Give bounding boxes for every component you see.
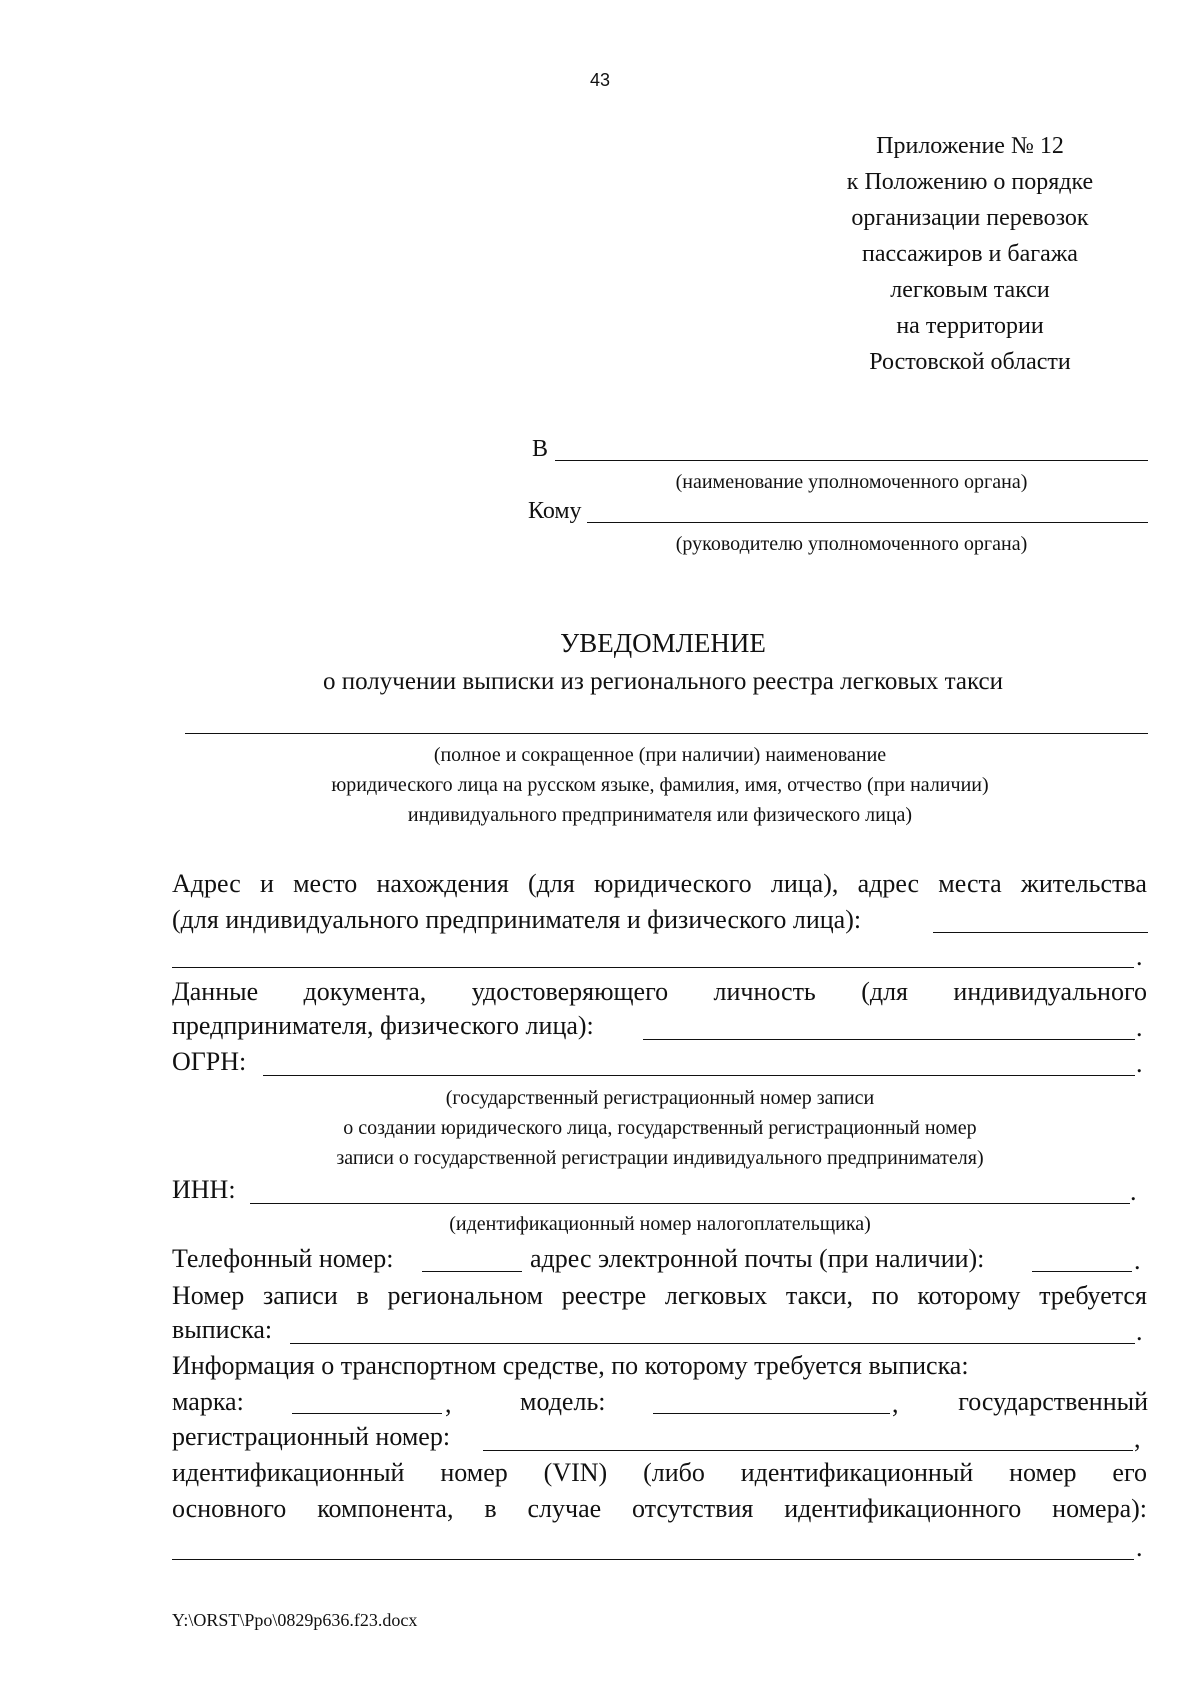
word: личность (713, 977, 816, 1006)
word: случае (527, 1494, 602, 1523)
id-doc-field-line[interactable] (643, 1039, 1135, 1040)
footer-file-path: Y:\ORST\Ppo\0829p636.f23.docx (172, 1610, 418, 1630)
word: такси, (785, 1281, 854, 1310)
appendix-line: Приложение № 12 (876, 133, 1064, 159)
ogrn-caption-line: о создании юридического лица, государственный регистрационный номер (343, 1117, 977, 1139)
ogrn-field-line[interactable] (263, 1075, 1135, 1076)
word: требуется (1039, 1281, 1147, 1310)
word: и (259, 869, 274, 898)
brand-label: марка: (172, 1387, 244, 1416)
word: (для (861, 977, 909, 1006)
applicant-name-line[interactable] (185, 733, 1148, 734)
whom-field-line[interactable] (587, 522, 1148, 523)
address-line-2: (для индивидуального предпринимателя и физического лица): (172, 905, 862, 934)
period: . (1136, 1049, 1143, 1078)
state-label: государственный (958, 1387, 1148, 1416)
word: записи (263, 1281, 338, 1310)
whom-caption: (руководителю уполномоченного органа) (675, 533, 1028, 555)
vehicle-info-label: Информация о транспортном средстве, по которому требуется выписка: (172, 1351, 969, 1380)
phone-field-line[interactable] (422, 1271, 522, 1272)
word: юридического (594, 869, 752, 898)
word: региональном (387, 1281, 543, 1310)
word: в (356, 1281, 369, 1310)
to-label: В (532, 436, 549, 462)
address-field-line-2[interactable] (172, 967, 1134, 968)
vin-line-2 (172, 1492, 1147, 1526)
word: идентификационный (740, 1458, 974, 1487)
applicant-caption-line: индивидуального предпринимателя или физического лица) (407, 804, 913, 826)
word: по (871, 1281, 899, 1310)
word: реестре (561, 1281, 647, 1310)
word: легковых (664, 1281, 768, 1310)
whom-label: Кому (528, 498, 582, 524)
period: . (1134, 1246, 1141, 1275)
model-field-line[interactable] (653, 1413, 890, 1414)
applicant-caption (172, 740, 1148, 830)
appendix-header (780, 128, 1160, 380)
inn-field-line[interactable] (250, 1203, 1130, 1204)
address-line-1 (172, 867, 1147, 901)
reg-number-label: регистрационный номер: (172, 1422, 451, 1451)
ogrn-caption (172, 1083, 1148, 1173)
period: . (1136, 1013, 1143, 1042)
word: удостоверяющего (471, 977, 669, 1006)
address-field-line[interactable] (933, 932, 1148, 933)
period: . (1136, 1533, 1143, 1562)
id-doc-line-2: предпринимателя, физического лица): (172, 1011, 594, 1040)
vin-field-line[interactable] (172, 1559, 1134, 1560)
email-label: адрес электронной почты (при наличии): (530, 1244, 985, 1273)
word: которому (917, 1281, 1021, 1310)
word: лица), (770, 869, 839, 898)
comma: , (445, 1389, 452, 1418)
word: Адрес (172, 869, 241, 898)
record-line-2: выписка: (172, 1315, 273, 1344)
inn-label: ИНН: (172, 1175, 236, 1204)
word: номер (440, 1458, 508, 1487)
applicant-caption-line: (полное и сокращенное (при наличии) наименование (433, 744, 887, 766)
appendix-line: к Положению о порядке (846, 169, 1094, 195)
to-field-line[interactable] (555, 460, 1148, 461)
appendix-line: пассажиров и багажа (862, 241, 1078, 267)
id-doc-line-1 (172, 975, 1147, 1009)
word: места (938, 869, 1002, 898)
appendix-line: легковым такси (890, 277, 1050, 303)
word: идентификационный (172, 1458, 405, 1487)
word: (VIN) (543, 1458, 608, 1487)
vin-line-1 (172, 1456, 1147, 1490)
word: Номер (172, 1281, 245, 1310)
comma: , (1134, 1424, 1141, 1453)
word: отсутствия (632, 1494, 754, 1523)
word: его (1112, 1458, 1147, 1487)
word: место (293, 869, 358, 898)
period: . (1130, 1177, 1137, 1206)
to-caption: (наименование уполномоченного органа) (675, 471, 1028, 493)
word: нахождения (376, 869, 509, 898)
word: компонента, (317, 1494, 454, 1523)
document-subtitle: о получении выписки из регионального реестра легковых такси (323, 668, 1003, 695)
word: Данные (172, 977, 259, 1006)
reg-number-field-line[interactable] (483, 1450, 1133, 1451)
word: (для (528, 869, 575, 898)
document-title: УВЕДОМЛЕНИЕ (560, 628, 766, 658)
word: (либо (643, 1458, 705, 1487)
comma: , (892, 1389, 899, 1418)
applicant-caption-line: юридического лица на русском языке, фамилия, имя, отчество (при наличии) (331, 774, 989, 796)
phone-label: Телефонный номер: (172, 1244, 394, 1273)
model-label: модель: (520, 1387, 606, 1416)
appendix-line: на территории (896, 313, 1044, 339)
word: идентификационного (784, 1494, 1022, 1523)
word: документа, (303, 977, 427, 1006)
appendix-line: Ростовской области (869, 349, 1071, 375)
brand-field-line[interactable] (292, 1413, 442, 1414)
word: жительства (1020, 869, 1147, 898)
ogrn-caption-line: записи о государственной регистрации индивидуального предпринимателя) (336, 1147, 984, 1169)
period: . (1136, 942, 1143, 971)
appendix-line: организации перевозок (851, 205, 1089, 231)
email-field-line[interactable] (1032, 1271, 1132, 1272)
period: . (1136, 1317, 1143, 1346)
page-number: 43 (589, 70, 611, 90)
word: в (484, 1494, 497, 1523)
inn-caption: (идентификационный номер налогоплательщика) (449, 1213, 871, 1235)
ogrn-caption-line: (государственный регистрационный номер записи (445, 1087, 875, 1109)
record-line-1 (172, 1279, 1147, 1313)
word: номер (1009, 1458, 1077, 1487)
record-field-line[interactable] (290, 1343, 1135, 1344)
word: индивидуального (953, 977, 1147, 1006)
ogrn-label: ОГРН: (172, 1047, 247, 1076)
word: адрес (857, 869, 920, 898)
word: номера): (1052, 1494, 1147, 1523)
word: основного (172, 1494, 287, 1523)
